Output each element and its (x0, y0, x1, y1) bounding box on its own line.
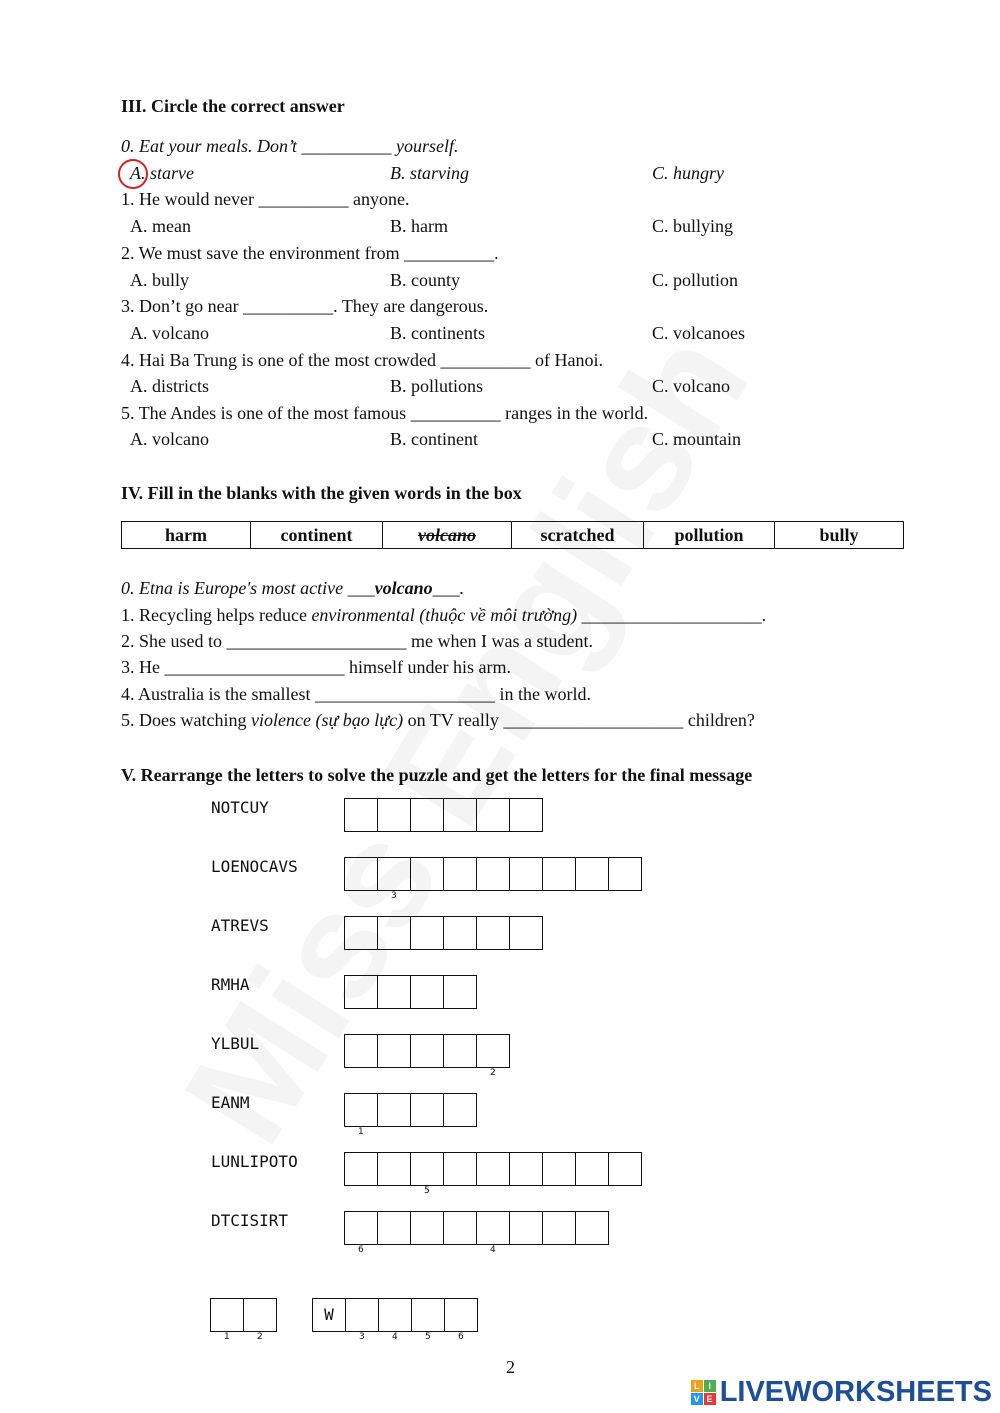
answer-grid-2[interactable] (344, 857, 642, 901)
letter-cell[interactable] (575, 1152, 609, 1186)
word-continent: continent (251, 522, 383, 549)
letter-cell[interactable] (344, 1211, 378, 1255)
clue-number: 3 (391, 891, 397, 901)
example-question: 0. Eat your meals. Don’t __________ yourself. (121, 136, 459, 156)
letter-cell[interactable] (410, 1034, 444, 1068)
letter-cell[interactable] (542, 1211, 576, 1245)
letter-cell[interactable] (509, 857, 543, 891)
letter-cell[interactable] (476, 798, 510, 832)
fill-example-prefix: 0. Etna is Europe's most active ___ (121, 578, 375, 598)
letter-cell[interactable] (344, 916, 378, 950)
final-word-2[interactable] (312, 1298, 478, 1342)
scrambled-word-5: YLBUL (211, 1034, 260, 1053)
section5-title: V. Rearrange the letters to solve the puzzle and get the letters for the final message (121, 765, 753, 785)
q4-option-a[interactable]: A. districts (130, 376, 209, 396)
liveworksheets-logo[interactable] (691, 1376, 992, 1409)
clue-number: 5 (425, 1332, 431, 1342)
clue-number: 6 (458, 1332, 464, 1342)
letter-cell[interactable] (210, 1298, 244, 1342)
page-number: 2 (506, 1357, 515, 1377)
fill-question-1[interactable] (121, 605, 766, 626)
fill-q1-blank[interactable]: ____________________. (577, 605, 767, 625)
question-5: 5. The Andes is one of the most famous __________ ranges in the world. (121, 403, 649, 423)
letter-cell[interactable] (377, 857, 411, 901)
letter-cell[interactable] (542, 857, 576, 891)
fill-q1-prefix: 1. Recycling helps reduce (121, 605, 312, 625)
answer-grid-3[interactable] (344, 916, 543, 950)
clue-number: 5 (424, 1186, 430, 1196)
logo-letter: E (704, 1393, 716, 1405)
fill-q5-blank[interactable]: on TV really ____________________ children? (403, 710, 755, 730)
q4-option-b[interactable]: B. pollutions (390, 376, 484, 396)
clue-number: 2 (257, 1332, 263, 1342)
q1-option-a[interactable]: A. mean (130, 216, 191, 236)
question-2: 2. We must save the environment from __________. (121, 243, 499, 263)
letter-cell[interactable] (575, 857, 609, 891)
fill-question-2[interactable]: 2. She used to ____________________ me when I was a student. (121, 631, 593, 651)
letter-cell[interactable] (377, 798, 411, 832)
example-option-b: B. starving (390, 163, 469, 183)
scrambled-word-8: DTCISIRT (211, 1211, 289, 1230)
letter-cell[interactable] (344, 1034, 378, 1068)
letter-cell[interactable] (476, 1152, 510, 1186)
q3-option-a[interactable]: A. volcano (130, 323, 209, 343)
letter-cell[interactable] (377, 1152, 411, 1186)
question-4: 4. Hai Ba Trung is one of the most crowded __________ of Hanoi. (121, 350, 603, 370)
fill-example-suffix: ___. (432, 578, 465, 598)
letter-cell[interactable] (410, 798, 444, 832)
word-volcano-used: volcano (383, 522, 512, 549)
q2-option-a[interactable]: A. bully (130, 270, 190, 290)
letter-cell[interactable] (608, 857, 642, 891)
q4-option-c[interactable]: C. volcano (652, 376, 730, 396)
word-pollution: pollution (644, 522, 775, 549)
section4-title: IV. Fill in the blanks with the given words in the box (121, 483, 522, 503)
fill-q5-gloss: violence (sự bạo lực) (250, 710, 404, 730)
letter-cell[interactable] (344, 798, 378, 832)
logo-icon (691, 1380, 716, 1405)
letter-cell[interactable] (410, 975, 444, 1009)
letter-cell[interactable] (377, 975, 411, 1009)
logo-letter: V (691, 1393, 703, 1405)
scrambled-word-1: NOTCUY (211, 798, 269, 817)
q2-option-c[interactable]: C. pollution (652, 270, 739, 290)
letter-cell[interactable] (410, 1093, 444, 1127)
answer-grid-7[interactable] (344, 1152, 642, 1196)
letter-cell[interactable] (443, 1034, 477, 1068)
scrambled-word-3: ATREVS (211, 916, 269, 935)
letter-cell[interactable] (476, 1034, 510, 1078)
word-harm: harm (122, 522, 251, 549)
q2-option-b[interactable]: B. county (390, 270, 460, 290)
clue-number: 4 (490, 1245, 496, 1255)
word-scratched: scratched (512, 522, 644, 549)
letter-cell[interactable] (542, 1152, 576, 1186)
fill-question-5[interactable] (121, 710, 755, 731)
answer-grid-6[interactable] (344, 1093, 477, 1137)
clue-number: 3 (359, 1332, 365, 1342)
letter-cell[interactable] (443, 857, 477, 891)
word-bully: bully (775, 522, 904, 549)
scrambled-word-4: RMHA (211, 975, 250, 994)
example-option-c: C. hungry (652, 163, 724, 183)
scrambled-word-6: EANM (211, 1093, 250, 1112)
scrambled-word-2: LOENOCAVS (211, 857, 298, 876)
q3-option-c[interactable]: C. volcanoes (652, 323, 745, 343)
final-word-1[interactable] (210, 1298, 277, 1342)
letter-cell[interactable] (509, 1211, 543, 1245)
letter-cell[interactable] (410, 1152, 444, 1196)
q3-option-b[interactable]: B. continents (390, 323, 485, 343)
letter-cell[interactable] (608, 1152, 642, 1186)
letter-cell[interactable] (344, 1093, 378, 1137)
answer-grid-8[interactable] (344, 1211, 609, 1255)
q1-option-b[interactable]: B. harm (390, 216, 448, 236)
letter-cell[interactable] (575, 1211, 609, 1245)
logo-letter: I (704, 1380, 716, 1392)
answer-grid-4[interactable] (344, 975, 477, 1009)
letter-cell[interactable] (509, 798, 543, 832)
letter-cell[interactable] (443, 916, 477, 950)
fill-question-4[interactable]: 4. Australia is the smallest ____________________ in the world. (121, 684, 591, 704)
letter-cell[interactable] (410, 857, 444, 891)
given-letter: W (312, 1298, 346, 1332)
letter-cell[interactable] (443, 975, 477, 1009)
fill-example (121, 578, 464, 599)
letter-cell[interactable] (509, 1152, 543, 1186)
logo-letter: L (691, 1380, 703, 1392)
letter-cell[interactable] (443, 1093, 477, 1127)
fill-example-answer: volcano (374, 578, 433, 598)
q1-option-c[interactable]: C. bullying (652, 216, 734, 236)
letter-cell[interactable] (509, 916, 543, 950)
letter-cell[interactable] (344, 975, 378, 1009)
letter-cell[interactable] (344, 1152, 378, 1186)
letter-cell[interactable] (377, 1034, 411, 1068)
clue-number: 6 (358, 1245, 364, 1255)
letter-cell[interactable] (377, 916, 411, 950)
scrambled-word-7: LUNLIPOTO (211, 1152, 298, 1171)
letter-cell[interactable] (443, 1152, 477, 1186)
letter-cell[interactable] (377, 1093, 411, 1127)
letter-cell[interactable] (476, 857, 510, 891)
fill-question-3[interactable]: 3. He ____________________ himself under his arm. (121, 657, 511, 677)
fill-q5-prefix: 5. Does watching (121, 710, 251, 730)
letter-cell[interactable] (345, 1298, 379, 1342)
clue-number: 1 (358, 1127, 364, 1137)
q5-option-b[interactable]: B. continent (390, 429, 478, 449)
letter-cell[interactable] (476, 916, 510, 950)
letter-cell[interactable] (377, 1211, 411, 1245)
letter-cell[interactable] (410, 1211, 444, 1245)
fill-q1-gloss: environmental (thuộc về môi trường) (311, 605, 578, 625)
letter-cell[interactable] (243, 1298, 277, 1342)
letter-cell[interactable] (444, 1298, 478, 1342)
clue-number: 1 (224, 1332, 230, 1342)
q5-option-a[interactable]: A. volcano (130, 429, 209, 449)
letter-cell[interactable] (476, 1211, 510, 1255)
answer-grid-1[interactable] (344, 798, 543, 832)
clue-number: 4 (392, 1332, 398, 1342)
question-1: 1. He would never __________ anyone. (121, 189, 410, 209)
section3-title: III. Circle the correct answer (121, 96, 345, 116)
letter-cell[interactable] (443, 1211, 477, 1245)
letter-cell[interactable] (443, 798, 477, 832)
letter-cell[interactable] (410, 916, 444, 950)
answer-grid-5[interactable] (344, 1034, 510, 1078)
letter-cell[interactable] (378, 1298, 412, 1342)
word-box (121, 521, 904, 549)
clue-number: 2 (490, 1068, 496, 1078)
q5-option-c[interactable]: C. mountain (652, 429, 741, 449)
brand-name: LIVEWORKSHEETS (719, 1376, 992, 1408)
letter-cell[interactable] (344, 857, 378, 891)
letter-cell[interactable] (411, 1298, 445, 1342)
question-3: 3. Don’t go near __________. They are dangerous. (121, 296, 489, 316)
example-option-a: A. starve (130, 163, 194, 183)
